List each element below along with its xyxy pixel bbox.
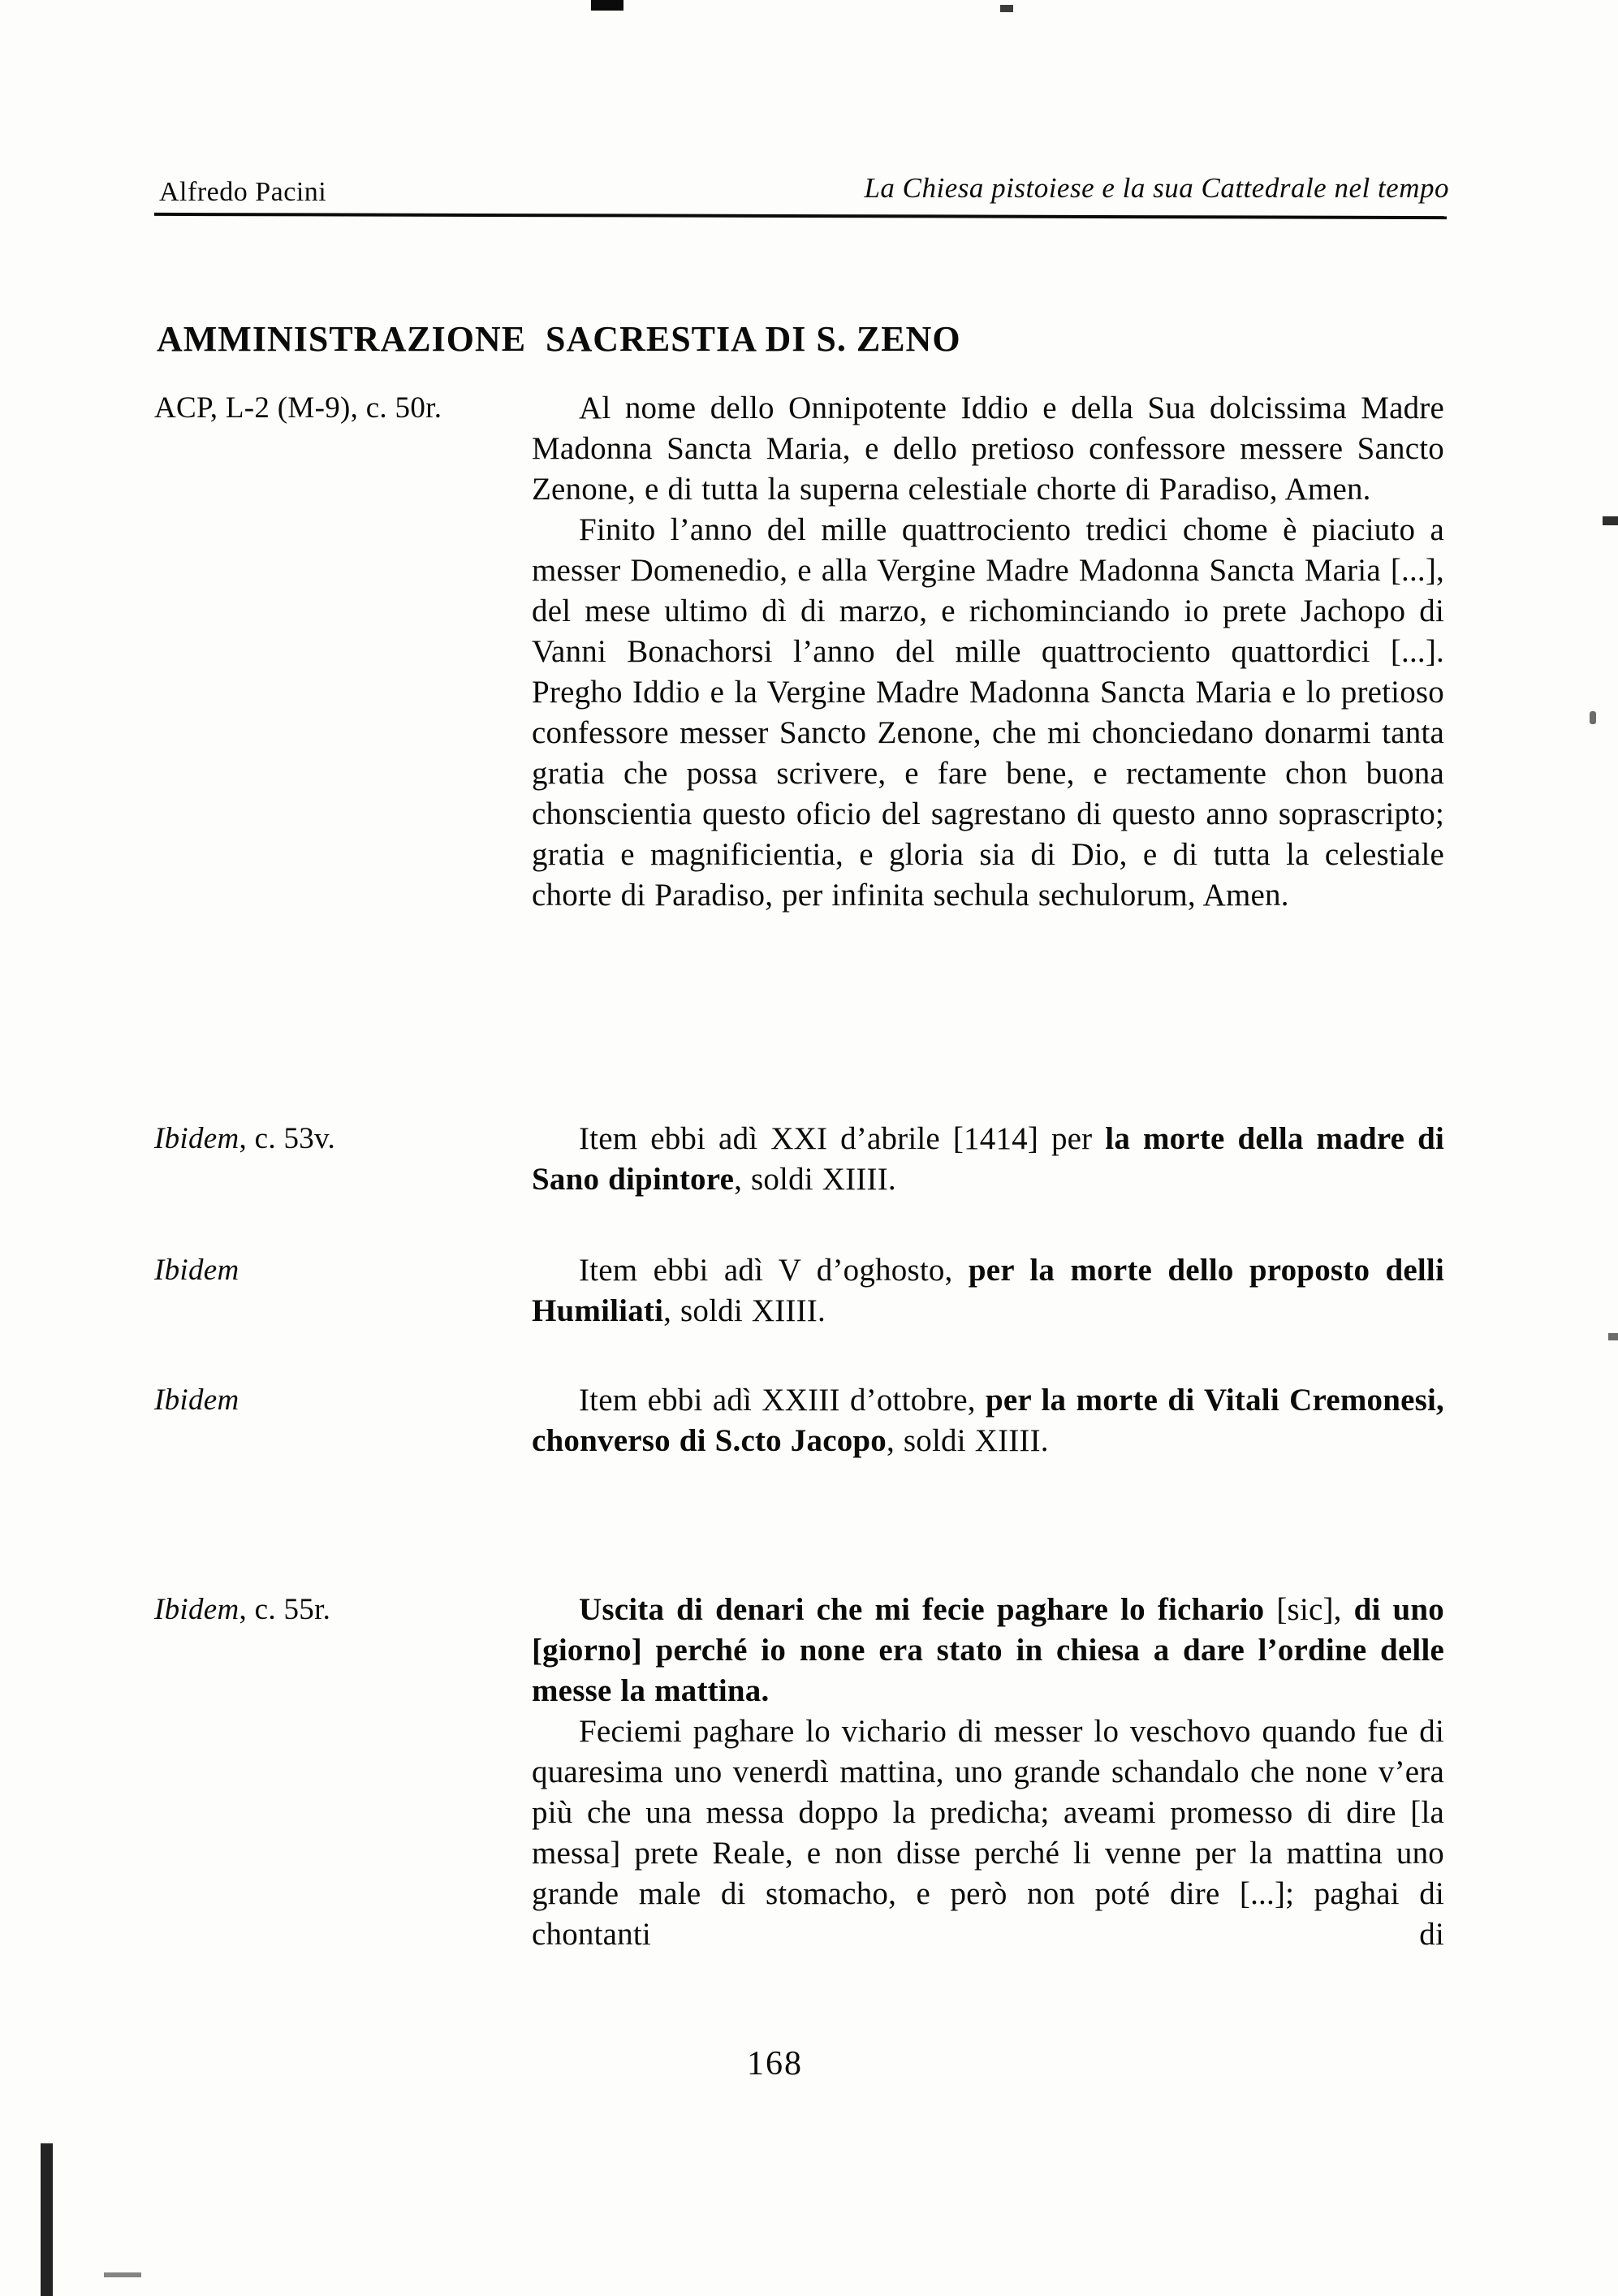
source-label-segment: Ibidem — [154, 1254, 239, 1287]
paragraph — [532, 1250, 1444, 1331]
bold-text-segment: di uno [giorno] perché io none era stato in chiesa a dare l’ordine delle messe la mattina. — [532, 1592, 1444, 1708]
scan-artifact — [104, 2272, 141, 2277]
section-title: AMMINISTRAZIONE SACRESTIA DI S. ZENO — [157, 319, 961, 359]
scan-artifact — [1603, 516, 1618, 525]
text-segment: , soldi XIIII. — [887, 1423, 1049, 1458]
source-label — [154, 1250, 511, 1291]
text-segment: , soldi XIIII. — [734, 1162, 896, 1197]
source-label-segment: ACP, L-2 (M-9), c. 50r. — [154, 391, 442, 425]
bold-text-segment: la morte della madre di Sano dipintore — [532, 1121, 1444, 1197]
paragraph — [532, 1711, 1444, 1955]
text-segment: Item ebbi adì V d’oghosto, — [579, 1253, 969, 1288]
paragraph — [532, 510, 1444, 916]
entry-body — [532, 1380, 1444, 1461]
bold-text-segment: per la morte dello proposto delli Humiliati — [532, 1253, 1445, 1328]
running-header-author: Alfredo Pacini — [159, 177, 327, 207]
scan-artifact — [41, 2143, 53, 2296]
source-label-segment: Ibidem — [154, 1593, 239, 1626]
source-label — [154, 1380, 511, 1421]
text-segment: [sic], — [1276, 1592, 1354, 1627]
bold-text-segment: Uscita di denari che mi fecie paghare lo fichario — [579, 1592, 1277, 1627]
text-segment: Item ebbi adì XXI d’abrile [1414] per — [579, 1121, 1106, 1156]
entry-body — [532, 1119, 1444, 1200]
text-segment: Al nome dello Onnipotente Iddio e della Sua dolcissima Madre Madonna Sancta Maria, e dello pretioso confessore messere Sancto Zenone, e di tutta la superna celestiale chorte di Paradiso, Amen. — [532, 391, 1444, 507]
paragraph — [532, 1119, 1444, 1200]
text-segment: Finito l’anno del mille quattrociento tredici chome è piaciuto a messer Domenedio, e alla Vergine Madre Madonna Sancta Maria [...], del mese ultimo dì di marzo, e richominciando io prete Jachopo di Vanni Bonachorsi l’anno del mille quattrociento quattordici [...]. Pregho Iddio e la Vergine Madre Madonna Sancta Maria e lo pretioso confessore messer Sancto Zenone, che mi chonciedano donarmi tanta gratia che possa scrivere, e fare bene, e rectamente chon buona chonscientia questo oficio del sagrestano di questo anno soprascripto; gratia e magnificientia, e gloria sia di Dio, e di tutta la celestiale chorte di Paradiso, per infinita sechula sechulorum, Amen. — [532, 512, 1444, 913]
source-label-segment: , c. 53v. — [239, 1122, 336, 1155]
scan-artifact — [1590, 711, 1596, 724]
source-label — [154, 1590, 511, 1630]
scan-artifact — [591, 0, 623, 11]
bold-text-segment: per la morte di Vitali Cremonesi, chonverso di S.cto Jacopo — [532, 1383, 1444, 1458]
paragraph — [532, 1590, 1444, 1711]
paragraph — [532, 1380, 1444, 1461]
text-segment: Item ebbi adì XXIII d’ottobre, — [579, 1383, 986, 1418]
paragraph — [532, 388, 1444, 510]
scan-artifact — [1000, 5, 1013, 12]
source-label-segment: Ibidem — [154, 1383, 239, 1417]
source-label-segment: , c. 55r. — [239, 1593, 331, 1626]
source-label-segment: Ibidem — [154, 1122, 239, 1155]
source-label — [154, 388, 511, 429]
source-label — [154, 1119, 511, 1159]
entry-body — [532, 1590, 1444, 1955]
scan-artifact — [1608, 1333, 1618, 1340]
text-segment: Feciemi paghare lo vichario di messer lo veschovo quando fue di quaresima uno venerdì mattina, uno grande schandalo che none v’era più che una messa doppo la predicha; aveami promesso di dire [la messa] prete Reale, e non disse perché li venne per la mattina uno grande male di stomacho, e però non poté dire [...]; paghai di chontanti di — [532, 1714, 1444, 1952]
running-header-book-title: La Chiesa pistoiese e la sua Cattedrale nel tempo — [864, 172, 1449, 204]
text-segment: , soldi XIIII. — [663, 1293, 826, 1328]
entry-body — [532, 1250, 1444, 1331]
entry-body — [532, 388, 1444, 916]
page-number: 168 — [747, 2045, 803, 2082]
